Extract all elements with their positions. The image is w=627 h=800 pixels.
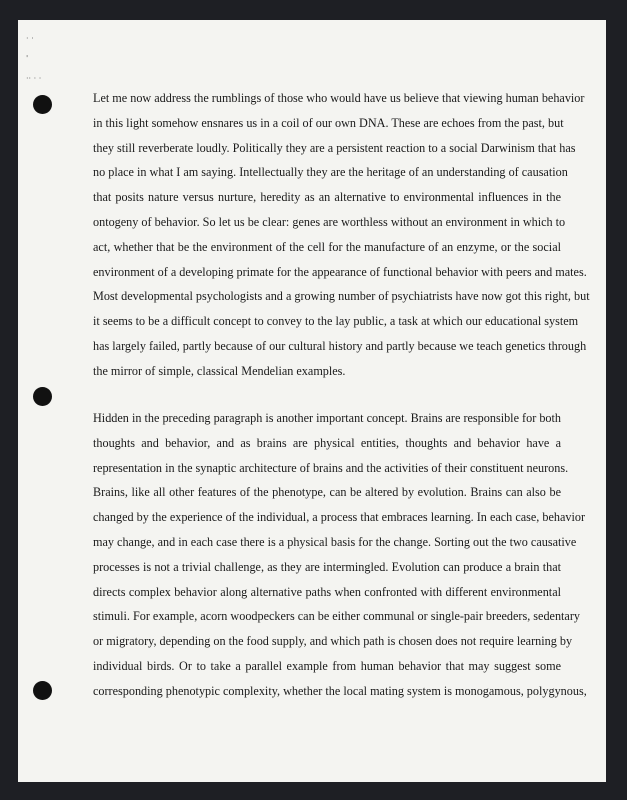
text-line: or migratory, depending on the food supply, and which path is chosen does not require learning by [93,634,573,649]
text-line: processes is not a trivial challenge, as they are intermingled. Evolution can produce a brain that [93,559,561,574]
text-line: Hidden in the preceding paragraph is another important concept. Brains are responsible for both [93,411,561,425]
text-line: Let me now address the rumblings of those who would have us believe that viewing human behavior [93,91,585,105]
text-line: corresponding phenotypic complexity, whether the local mating system is monogamous, polygynous, [93,683,587,698]
text-line: they still reverberate loudly. Politically they are a persistent reaction to a social Darwinism that has [93,140,576,155]
punch-hole-top [33,95,52,114]
scan-specks: · · ' ·· · · [26,34,42,83]
text-line: the mirror of simple, classical Mendelian examples. [93,363,346,378]
punch-hole-middle [33,387,52,406]
text-line: stimuli. For example, acorn woodpeckers can be either communal or single-pair breeders, sedentary [93,609,580,624]
text-line: Brains, like all other features of the phenotype, can be altered by evolution. Brains can also be [93,485,561,500]
paragraph-2 [93,406,587,704]
text-line: no place in what I am saying. Intellectually they are the heritage of an understanding of causation [93,165,568,180]
text-line: that posits nature versus nurture, heredity as an alternative to environmental influences in the [93,190,561,205]
text-line: thoughts and behavior, and as brains are physical entities, thoughts and behavior have a [93,435,561,450]
text-line: in this light somehow ensnares us in a coil of our own DNA. These are echoes from the past, but [93,115,564,130]
text-line: act, whether that be the environment of the cell for the manufacture of an enzyme, or the social [93,239,561,254]
text-line: individual birds. Or to take a parallel example from human behavior that may suggest some [93,658,561,673]
text-line: it seems to be a difficult concept to convey to the lay public, a task at which our educational system [93,314,579,329]
text-line: may change, and in each case there is a physical basis for the change. Sorting out the two causative [93,534,577,549]
text-line: changed by the experience of the individual, a process that embraces learning. In each case, behavior [93,510,586,525]
text-line: ontogeny of behavior. So let us be clear: genes are worthless without an environment in which to [93,214,566,229]
punch-hole-bottom [33,681,52,700]
text-line: directs complex behavior along alternative paths when confronted with different environmental [93,584,561,599]
text-line: has largely failed, partly because of our cultural history and partly because we teach genetics through [93,338,587,353]
paragraph-1 [93,86,590,384]
text-line: environment of a developing primate for the appearance of functional behavior with peers and mates. [93,264,587,279]
document-page [18,20,606,782]
text-line: Most developmental psychologists and a growing number of psychiatrists have now got this right, but [93,289,590,304]
text-line: representation in the synaptic architecture of brains and the activities of their constituent neurons. [93,460,569,475]
